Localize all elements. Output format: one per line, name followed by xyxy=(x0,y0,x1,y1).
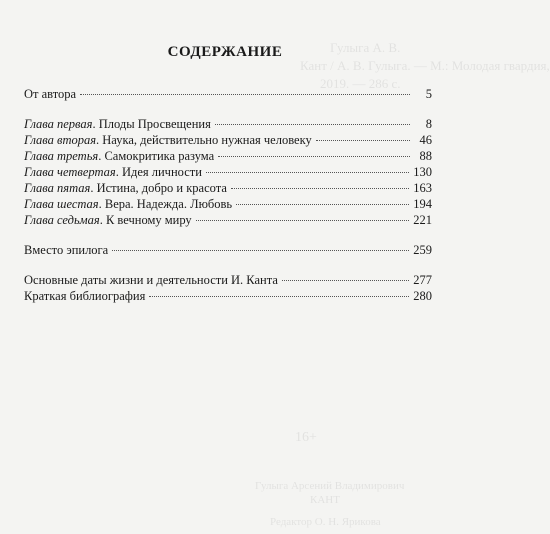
toc-entry-page: 277 xyxy=(413,273,432,287)
toc-entry-page: 221 xyxy=(413,213,432,227)
toc-entry xyxy=(24,196,432,212)
toc-entry-title: . Истина, добро и красота xyxy=(90,181,227,195)
toc-entry-page: 8 xyxy=(425,117,432,131)
leader-dots xyxy=(282,280,409,281)
leader-dots xyxy=(231,188,409,189)
toc-entry-title: . Идея личности xyxy=(115,165,202,179)
bleed-through-text: КАНТ xyxy=(310,494,340,506)
chapter-number: Глава пятая xyxy=(24,181,91,195)
toc-entry-title: Вместо эпилога xyxy=(24,243,109,257)
chapter-number: Глава третья xyxy=(24,149,99,163)
toc-entry-page: 259 xyxy=(413,243,432,257)
toc-entry xyxy=(24,288,432,304)
chapter-number: Глава первая xyxy=(24,117,93,131)
toc-entry xyxy=(24,212,432,228)
leader-dots xyxy=(196,220,410,221)
toc-entry xyxy=(24,242,432,258)
toc-entry-page: 5 xyxy=(425,87,432,101)
toc-entry xyxy=(24,86,432,102)
table-of-contents xyxy=(24,86,432,304)
bleed-through-text: Кант / А. В. Гулыга. — М.: Молодая гвардия, xyxy=(300,58,550,73)
leader-dots xyxy=(149,296,409,297)
toc-entry-title: . Наука, действительно нужная человеку xyxy=(96,133,312,147)
bleed-through-text: Редактор О. Н. Ярикова xyxy=(270,516,381,528)
leader-dots xyxy=(316,140,410,141)
leader-dots xyxy=(112,250,409,251)
toc-entry-title: . Самокритика разума xyxy=(98,149,215,163)
toc-entry-title: . К вечному миру xyxy=(99,213,192,227)
leader-dots xyxy=(206,172,409,173)
chapter-number: Глава седьмая xyxy=(24,213,100,227)
toc-entry-title: Краткая библиография xyxy=(24,289,146,303)
bleed-through-text: 2019. — 286 с. xyxy=(320,76,401,91)
leader-dots xyxy=(215,124,410,125)
chapter-number: Глава вторая xyxy=(24,133,97,147)
page-title: СОДЕРЖАНИЕ xyxy=(167,44,283,60)
toc-entry xyxy=(24,180,432,196)
toc-entry xyxy=(24,116,432,132)
toc-entry xyxy=(24,164,432,180)
leader-dots xyxy=(236,204,409,205)
bleed-through-text: Гулыга А. В. xyxy=(330,40,401,55)
toc-entry xyxy=(24,148,432,164)
toc-entry xyxy=(24,132,432,148)
leader-dots xyxy=(218,156,410,157)
bleed-through-text: Гулыга Арсений Владимирович xyxy=(255,480,405,492)
toc-entry-title: . Вера. Надежда. Любовь xyxy=(98,197,233,211)
leader-dots xyxy=(80,94,410,95)
toc-entry-page: 130 xyxy=(413,165,432,179)
toc-entry-page: 194 xyxy=(413,197,432,211)
toc-entry-page: 280 xyxy=(413,289,432,303)
toc-entry-page: 163 xyxy=(413,181,432,195)
toc-entry-page: 46 xyxy=(419,133,432,147)
chapter-number: Глава четвертая xyxy=(24,165,116,179)
bleed-through-text: 16+ xyxy=(295,430,317,445)
toc-entry-title: . Плоды Просвещения xyxy=(92,117,211,131)
toc-entry-page: 88 xyxy=(419,149,432,163)
toc-entry-title: Основные даты жизни и деятельности И. Канта xyxy=(24,273,278,287)
toc-entry xyxy=(24,272,432,288)
chapter-number: Глава шестая xyxy=(24,197,99,211)
toc-entry-title: От автора xyxy=(24,87,77,101)
